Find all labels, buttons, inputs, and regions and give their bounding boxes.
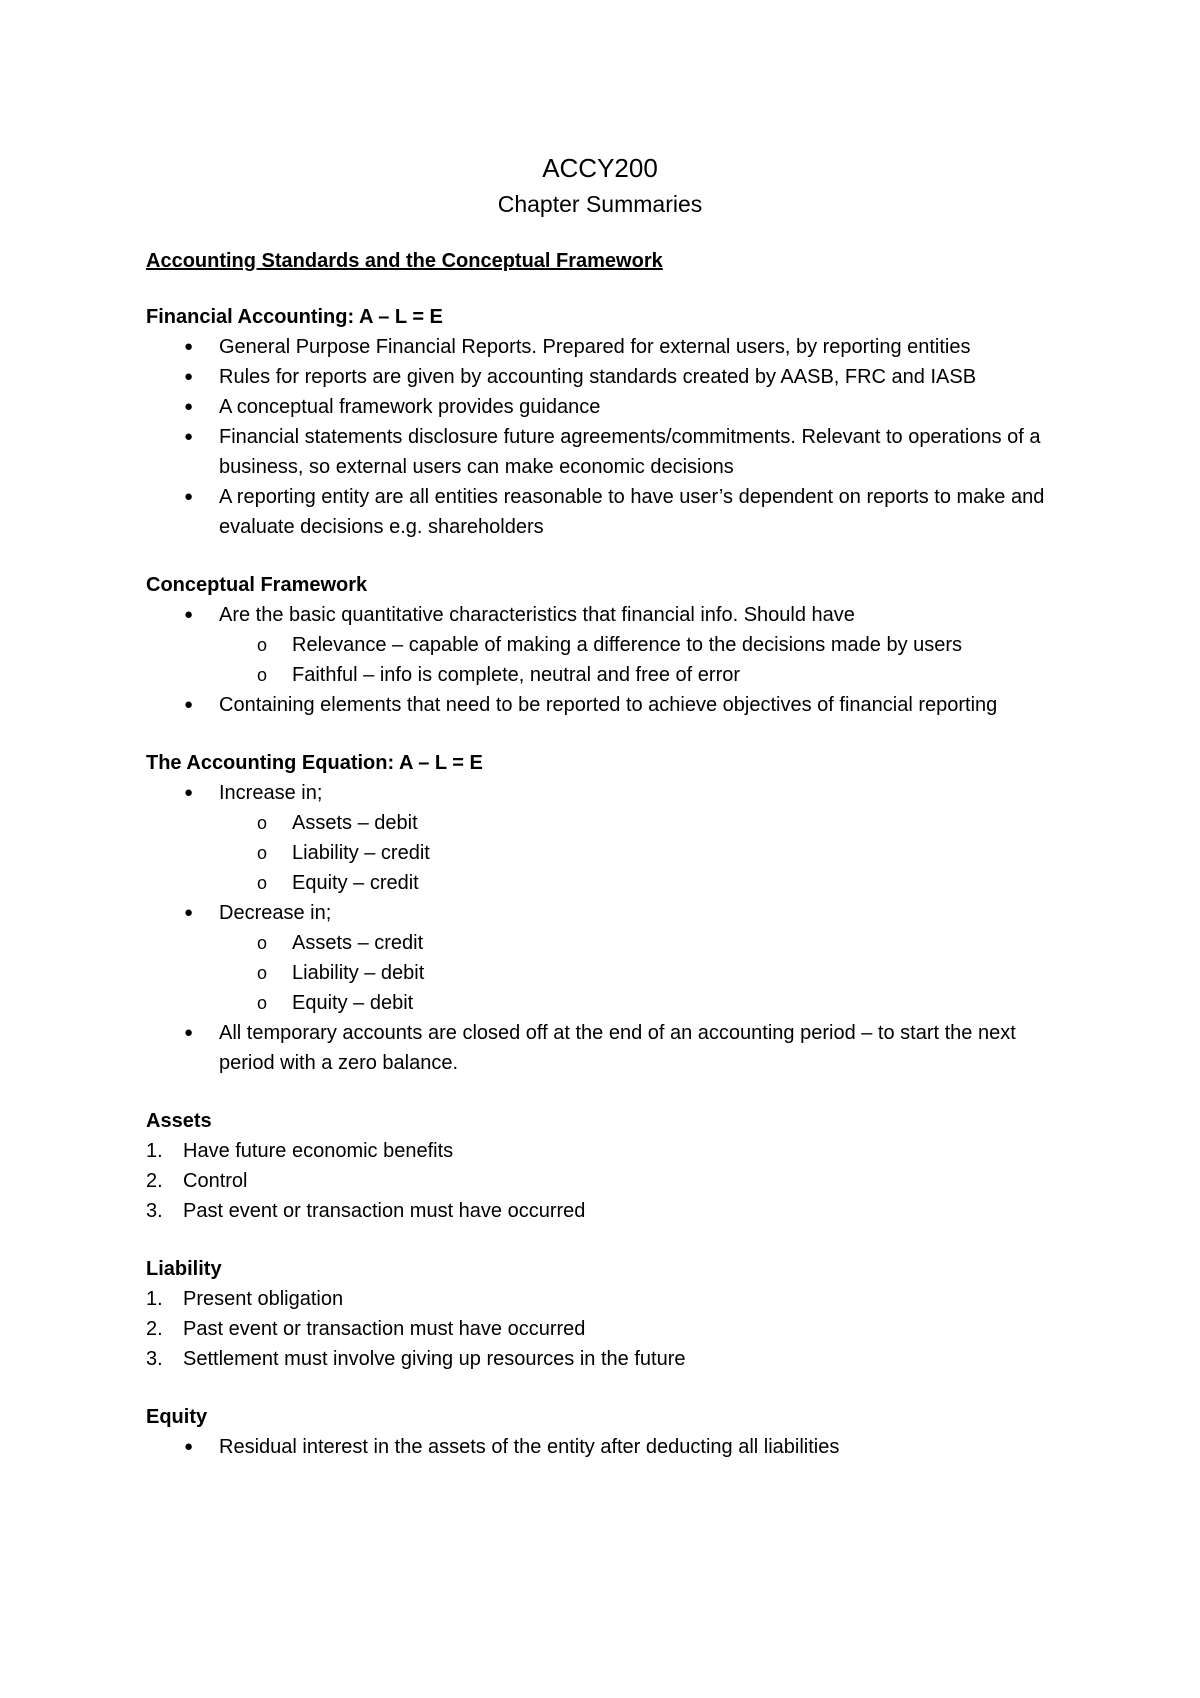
- liability-list: [146, 1284, 1054, 1374]
- bullet-icon: ●: [184, 904, 194, 921]
- numbered-item: [146, 1136, 1054, 1166]
- equity-list: [146, 1432, 1054, 1462]
- sub-list-item: [219, 928, 1054, 958]
- circle-bullet-icon: o: [257, 635, 268, 655]
- list-item: [146, 1018, 1054, 1078]
- numbered-item-text: Control: [183, 1170, 248, 1192]
- list-item-text: Increase in;: [219, 782, 323, 804]
- list-item: [146, 600, 1054, 690]
- list-item: [146, 898, 1054, 1018]
- list-item: [146, 392, 1054, 422]
- bullet-icon: ●: [184, 398, 194, 415]
- list-item: [146, 778, 1054, 898]
- number-label: 2.: [146, 1170, 163, 1192]
- sub-list-item: [219, 868, 1054, 898]
- list-item: [146, 362, 1054, 392]
- list-item-text: Residual interest in the assets of the entity after deducting all liabilities: [219, 1436, 840, 1458]
- list-item-text: Financial statements disclosure future agreements/commitments. Relevant to operations of a business, so external users can make economic decisions: [219, 426, 1041, 478]
- sub-list-item-text: Liability – debit: [292, 962, 425, 984]
- list-item-text: Containing elements that need to be reported to achieve objectives of financial reporting: [219, 694, 998, 716]
- conceptual-framework-section: [146, 570, 1054, 720]
- list-item-text: Rules for reports are given by accounting standards created by AASB, FRC and IASB: [219, 366, 977, 388]
- sub-list-item: [219, 838, 1054, 868]
- document-title: ACCY200: [542, 153, 658, 183]
- title-block: [146, 150, 1054, 222]
- accounting-equation-list: [146, 778, 1054, 1078]
- bullet-icon: ●: [184, 784, 194, 801]
- list-item-text: Are the basic quantitative characteristics that financial info. Should have: [219, 604, 855, 626]
- bullet-icon: ●: [184, 1024, 194, 1041]
- assets-list: [146, 1136, 1054, 1226]
- numbered-item-text: Past event or transaction must have occurred: [183, 1200, 586, 1222]
- financial-accounting-heading: Financial Accounting: A – L = E: [146, 306, 443, 328]
- numbered-item: [146, 1314, 1054, 1344]
- document-subtitle: Chapter Summaries: [497, 191, 703, 217]
- circle-bullet-icon: o: [257, 813, 268, 833]
- number-label: 2.: [146, 1318, 163, 1340]
- list-item-text: All temporary accounts are closed off at the end of an accounting period – to start the next period with a zero balance.: [219, 1022, 1016, 1074]
- equity-section: [146, 1402, 1054, 1462]
- circle-bullet-icon: o: [257, 873, 268, 893]
- assets-section: [146, 1106, 1054, 1226]
- numbered-item-text: Present obligation: [183, 1288, 344, 1310]
- sub-list-item-text: Faithful – info is complete, neutral and free of error: [292, 664, 741, 686]
- bullet-icon: ●: [184, 606, 194, 623]
- sub-list-item: [219, 958, 1054, 988]
- bullet-icon: ●: [184, 488, 194, 505]
- sub-list-item-text: Assets – credit: [292, 932, 424, 954]
- numbered-item: [146, 1166, 1054, 1196]
- number-label: 1.: [146, 1140, 163, 1162]
- financial-accounting-section: [146, 302, 1054, 542]
- sub-list: [219, 630, 1054, 690]
- circle-bullet-icon: o: [257, 843, 268, 863]
- numbered-item-text: Past event or transaction must have occurred: [183, 1318, 586, 1340]
- financial-accounting-list: [146, 332, 1054, 542]
- sub-list-item-text: Equity – debit: [292, 992, 414, 1014]
- accounting-equation-heading: The Accounting Equation: A – L = E: [146, 752, 483, 774]
- sub-list-item: [219, 988, 1054, 1018]
- sub-list-item: [219, 660, 1054, 690]
- bullet-icon: ●: [184, 368, 194, 385]
- circle-bullet-icon: o: [257, 963, 268, 983]
- sub-list-item-text: Liability – credit: [292, 842, 430, 864]
- number-label: 1.: [146, 1288, 163, 1310]
- sub-list-item: [219, 630, 1054, 660]
- assets-heading: Assets: [146, 1110, 212, 1132]
- liability-section: [146, 1254, 1054, 1374]
- bullet-icon: ●: [184, 428, 194, 445]
- list-item: [146, 482, 1054, 542]
- sub-list-item-text: Assets – debit: [292, 812, 418, 834]
- sub-list: [219, 928, 1054, 1018]
- conceptual-framework-list: [146, 600, 1054, 720]
- numbered-item: [146, 1284, 1054, 1314]
- bullet-icon: ●: [184, 696, 194, 713]
- conceptual-framework-heading: Conceptual Framework: [146, 574, 368, 596]
- circle-bullet-icon: o: [257, 993, 268, 1013]
- sub-list-item: [219, 808, 1054, 838]
- list-item: [146, 422, 1054, 482]
- bullet-icon: ●: [184, 1438, 194, 1455]
- list-item-text: General Purpose Financial Reports. Prepared for external users, by reporting entities: [219, 336, 971, 358]
- number-label: 3.: [146, 1200, 163, 1222]
- list-item: [146, 690, 1054, 720]
- accounting-equation-section: [146, 748, 1054, 1078]
- liability-heading: Liability: [146, 1258, 222, 1280]
- circle-bullet-icon: o: [257, 665, 268, 685]
- sub-list-item-text: Equity – credit: [292, 872, 419, 894]
- section-title: Accounting Standards and the Conceptual Framework: [146, 250, 663, 272]
- list-item: [146, 1432, 1054, 1462]
- list-item: [146, 332, 1054, 362]
- bullet-icon: ●: [184, 338, 194, 355]
- number-label: 3.: [146, 1348, 163, 1370]
- list-item-text: Decrease in;: [219, 902, 332, 924]
- sub-list: [219, 808, 1054, 898]
- numbered-item-text: Have future economic benefits: [183, 1140, 454, 1162]
- sub-list-item-text: Relevance – capable of making a difference to the decisions made by users: [292, 634, 963, 656]
- circle-bullet-icon: o: [257, 933, 268, 953]
- numbered-item-text: Settlement must involve giving up resources in the future: [183, 1348, 686, 1370]
- list-item-text: A conceptual framework provides guidance: [219, 396, 601, 418]
- equity-heading: Equity: [146, 1406, 208, 1428]
- numbered-item: [146, 1344, 1054, 1374]
- list-item-text: A reporting entity are all entities reasonable to have user’s dependent on reports to make and evaluate decisions e.g. shareholders: [219, 486, 1045, 538]
- numbered-item: [146, 1196, 1054, 1226]
